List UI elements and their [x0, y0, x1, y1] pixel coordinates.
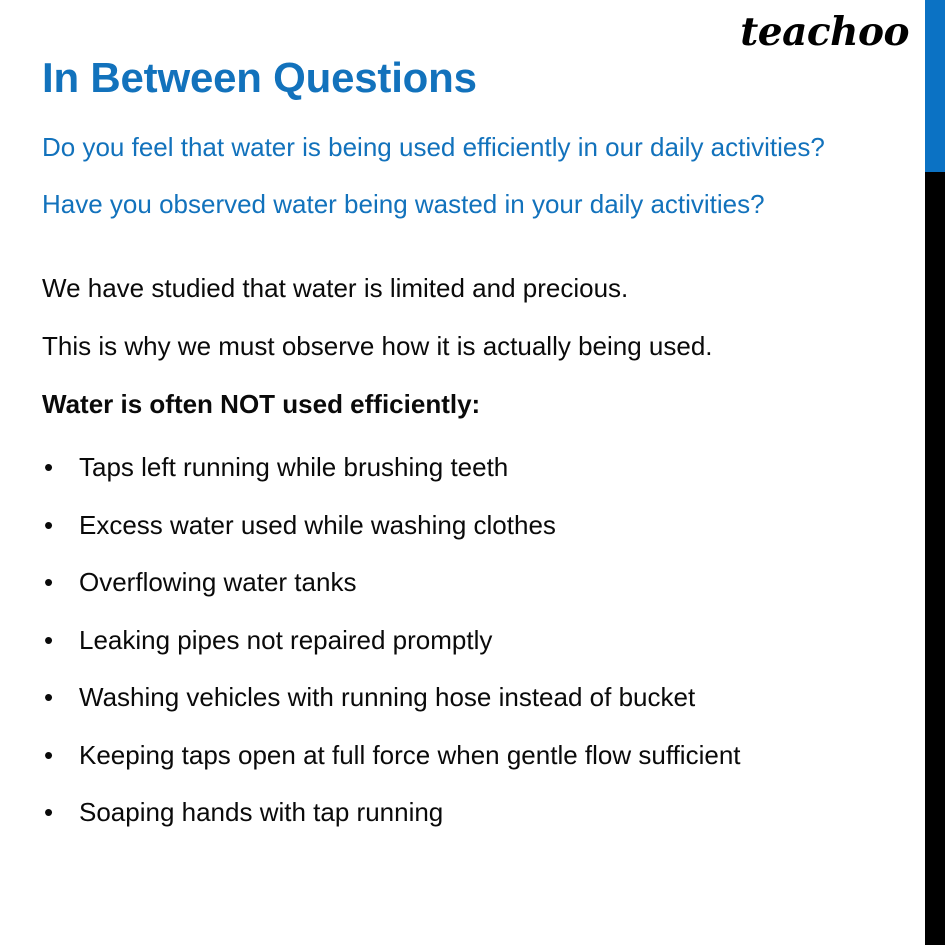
list-item-label: Overflowing water tanks — [79, 567, 357, 597]
bullet-dot-icon: • — [44, 797, 54, 827]
list-item-label: Leaking pipes not repaired promptly — [79, 624, 493, 655]
list-item-label: Soaping hands with tap running — [79, 797, 444, 827]
list-item-label: Washing vehicles with running hose instead of bucket — [79, 682, 696, 712]
bullet-dot-icon: • — [44, 682, 54, 712]
list-item — [42, 497, 902, 555]
page-title: In Between Questions — [42, 54, 477, 101]
list-item-label: Keeping taps open at full force when gentle flow sufficient — [79, 739, 741, 770]
bullet-dot-icon: • — [44, 624, 54, 655]
in-between-question-text: Do you feel that water is being used efficiently in our daily activities? Have you observed water being wasted in your daily activities? — [42, 132, 825, 219]
bullet-dot-icon: • — [44, 739, 54, 770]
list-item-label: Excess water used while washing clothes — [79, 509, 556, 540]
list-item — [42, 784, 902, 842]
body-line-1: We have studied that water is limited and precious. — [42, 273, 629, 303]
list-item — [42, 727, 902, 785]
list-item — [42, 669, 902, 727]
list-item-label: Taps left running while brushing teeth — [79, 452, 509, 482]
list-item — [42, 554, 902, 612]
bullet-dot-icon: • — [44, 452, 54, 482]
section-heading-inefficient-use: Water is often NOT used efficiently: — [42, 389, 481, 419]
slide-content — [42, 0, 902, 842]
inefficient-water-use-list — [42, 439, 902, 842]
right-edge-blue-bar — [925, 0, 945, 172]
list-item — [42, 439, 902, 497]
right-edge-black-bar — [925, 172, 945, 945]
body-line-2: This is why we must observe how it is actually being used. — [42, 331, 713, 361]
list-item — [42, 612, 902, 670]
bullet-dot-icon: • — [44, 509, 54, 540]
bullet-dot-icon: • — [44, 567, 54, 597]
teachoo-logo: teachoo — [740, 9, 909, 55]
